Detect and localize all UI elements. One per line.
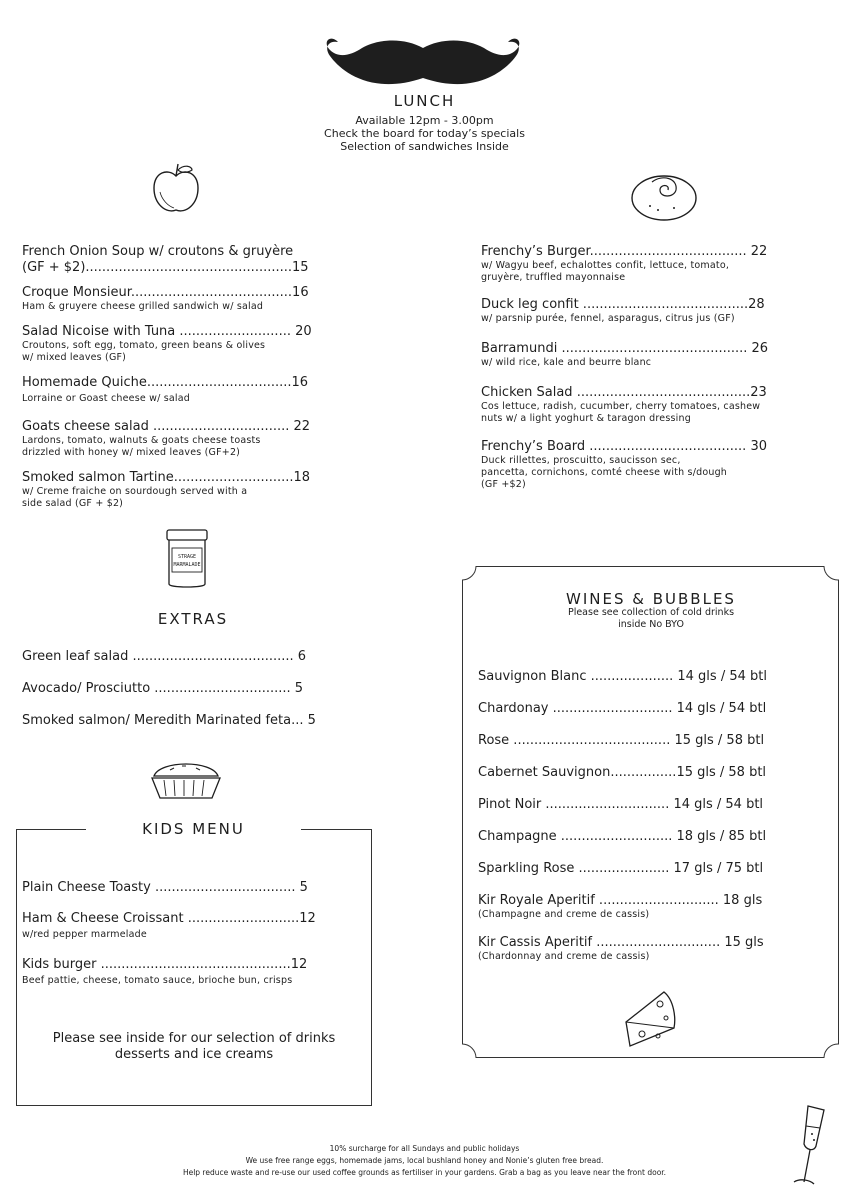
cheese-icon bbox=[622, 988, 678, 1050]
header-info bbox=[0, 114, 849, 153]
menu-item-desc: pancetta, cornichons, comté cheese with s/dough bbox=[481, 467, 728, 478]
menu-item-desc: (GF +$2) bbox=[481, 479, 526, 490]
menu-item-price-line: (GF + $2)..................................................15 bbox=[22, 260, 309, 275]
apple-icon bbox=[148, 160, 204, 216]
menu-item-name: Homemade Quiche...................................16 bbox=[22, 375, 309, 390]
footer-surcharge: 10% surcharge for all Sundays and public holidays bbox=[329, 1144, 520, 1153]
menu-item-desc: Duck rillettes, proscuitto, saucisson sec, bbox=[481, 455, 681, 466]
menu-item-name: Salad Nicoise with Tuna ........................... 20 bbox=[22, 324, 312, 339]
bread-roll-icon bbox=[630, 168, 700, 224]
kids-box-top-left-border bbox=[16, 829, 86, 830]
menu-item-desc: w/ parsnip purée, fennel, asparagus, citrus jus (GF) bbox=[481, 313, 735, 324]
menu-item-name: Smoked salmon Tartine.............................18 bbox=[22, 470, 311, 485]
menu-item-desc: w/ Creme fraiche on sourdough served with a bbox=[22, 486, 248, 497]
menu-item-desc: Ham & gruyere cheese grilled sandwich w/ salad bbox=[22, 301, 264, 312]
wines-subtitle-line-1: Please see collection of cold drinks bbox=[567, 607, 735, 618]
wine-item-name: Kir Royale Aperitif ............................. 18 gls bbox=[478, 893, 763, 908]
wine-item bbox=[478, 935, 833, 963]
menu-item-name: French Onion Soup w/ croutons & gruyère bbox=[22, 244, 294, 259]
wines-list bbox=[478, 669, 833, 963]
sandwiches-line: Selection of sandwiches Inside bbox=[340, 140, 509, 153]
wines-title: WINES & BUBBLES bbox=[566, 590, 736, 608]
lunch-menu-right bbox=[481, 244, 831, 491]
menu-item-name: Chicken Salad ..........................................23 bbox=[481, 385, 767, 400]
footer-produce: We use free range eggs, homemade jams, local bushland honey and Nonie’s gluten free bread. bbox=[245, 1156, 604, 1165]
pie-icon bbox=[150, 758, 222, 802]
menu-item-desc: side salad (GF + $2) bbox=[22, 498, 124, 509]
footer-waste: Help reduce waste and re-use our used coffee grounds as fertiliser in your gardens. Grab a bag as you leave near the front door. bbox=[182, 1168, 667, 1177]
menu-item-name: Goats cheese salad ................................. 22 bbox=[22, 419, 311, 434]
menu-item-desc: Lorraine or Goast cheese w/ salad bbox=[22, 393, 190, 404]
menu-item bbox=[481, 297, 831, 325]
menu-item bbox=[481, 385, 831, 425]
menu-item bbox=[22, 244, 372, 276]
wines-subtitle-line-2: inside No BYO bbox=[618, 619, 684, 630]
menu-item bbox=[481, 439, 831, 491]
kids-item bbox=[22, 911, 367, 941]
menu-item-desc: Croutons, soft egg, tomato, green beans & olives bbox=[22, 340, 266, 351]
jar-label-line-1: STRAGE bbox=[177, 554, 197, 560]
menu-item-desc: Lardons, tomato, walnuts & goats cheese toasts bbox=[22, 435, 261, 446]
menu-item-desc: w/ Wagyu beef, echalottes confit, lettuce, tomato, bbox=[481, 260, 730, 271]
kids-item-name: Kids burger ..............................................12 bbox=[22, 957, 308, 972]
wine-item: Chardonay ............................. 14 gls / 54 btl bbox=[478, 701, 767, 716]
wine-item: Champagne ........................... 18 gls / 85 btl bbox=[478, 829, 767, 844]
wine-item: Pinot Noir .............................. 14 gls / 54 btl bbox=[478, 797, 764, 812]
menu-item-name: Barramundi ............................................. 26 bbox=[481, 341, 769, 356]
wine-item-name: Kir Cassis Aperitif .............................. 15 gls bbox=[478, 935, 764, 950]
menu-item-desc: w/ mixed leaves (GF) bbox=[22, 352, 127, 363]
extras-item: Smoked salmon/ Meredith Marinated feta... 5 bbox=[22, 713, 316, 728]
kids-menu-title: KIDS MENU bbox=[142, 820, 245, 838]
wine-item bbox=[478, 893, 833, 921]
menu-item-desc: gruyère, truffled mayonnaise bbox=[481, 272, 626, 283]
menu-item bbox=[481, 341, 831, 369]
wine-item-desc: (Champagne and creme de cassis) bbox=[478, 909, 650, 920]
jar-label-line-2: MARMALADE bbox=[173, 562, 201, 568]
extras-item: Avocado/ Prosciutto ................................. 5 bbox=[22, 681, 304, 696]
menu-item-desc: Cos lettuce, radish, cucumber, cherry tomatoes, cashew bbox=[481, 401, 761, 412]
lunch-menu-left bbox=[22, 244, 372, 510]
kids-note-line-2: desserts and ice creams bbox=[114, 1047, 274, 1062]
wine-item: Sauvignon Blanc .................... 14 gls / 54 btl bbox=[478, 669, 767, 684]
jam-jar-icon bbox=[163, 528, 211, 590]
menu-item-desc: drizzled with honey w/ mixed leaves (GF+2) bbox=[22, 447, 241, 458]
specials-line: Check the board for today’s specials bbox=[324, 127, 525, 140]
kids-item bbox=[22, 880, 367, 896]
kids-note-line-1: Please see inside for our selection of drinks bbox=[52, 1031, 336, 1046]
kids-box-top-right-border bbox=[301, 829, 371, 830]
menu-item-name: Frenchy’s Board ...................................... 30 bbox=[481, 439, 767, 454]
page-title: LUNCH bbox=[393, 92, 456, 110]
kids-item-desc: Beef pattie, cheese, tomato sauce, brioche bun, crisps bbox=[22, 975, 293, 986]
kids-item-desc: w/red pepper marmelade bbox=[22, 929, 147, 940]
menu-item bbox=[22, 375, 372, 405]
kids-item-name: Ham & Cheese Croissant ...........................12 bbox=[22, 911, 316, 926]
menu-item bbox=[481, 244, 831, 284]
footer bbox=[0, 1143, 849, 1179]
menu-item-name: Croque Monsieur.......................................16 bbox=[22, 285, 309, 300]
menu-item-desc: nuts w/ a light yoghurt & taragon dressing bbox=[481, 413, 691, 424]
kids-item-name: Plain Cheese Toasty .................................. 5 bbox=[22, 880, 308, 895]
extras-item: Green leaf salad ....................................... 6 bbox=[22, 649, 307, 664]
menu-item bbox=[22, 324, 372, 364]
kids-menu-list bbox=[22, 880, 367, 987]
champagne-glass-icon bbox=[792, 1102, 832, 1190]
menu-item bbox=[22, 285, 372, 313]
kids-item bbox=[22, 957, 367, 987]
menu-item bbox=[22, 470, 372, 510]
menu-item-name: Duck leg confit ........................................28 bbox=[481, 297, 765, 312]
hours-line: Available 12pm - 3.00pm bbox=[355, 114, 494, 127]
extras-title: EXTRAS bbox=[157, 610, 229, 628]
menu-item-desc: w/ wild rice, kale and beurre blanc bbox=[481, 357, 652, 368]
wine-item: Rose ...................................... 15 gls / 58 btl bbox=[478, 733, 765, 748]
menu-item bbox=[22, 419, 372, 459]
extras-list bbox=[22, 649, 372, 729]
wine-item: Cabernet Sauvignon................15 gls / 58 btl bbox=[478, 765, 767, 780]
wine-item: Sparkling Rose ...................... 17 gls / 75 btl bbox=[478, 861, 764, 876]
menu-item-name: Frenchy’s Burger...................................... 22 bbox=[481, 244, 768, 259]
wine-item-desc: (Chardonnay and creme de cassis) bbox=[478, 951, 650, 962]
wines-subtitle bbox=[462, 607, 840, 631]
kids-note bbox=[16, 1031, 372, 1063]
